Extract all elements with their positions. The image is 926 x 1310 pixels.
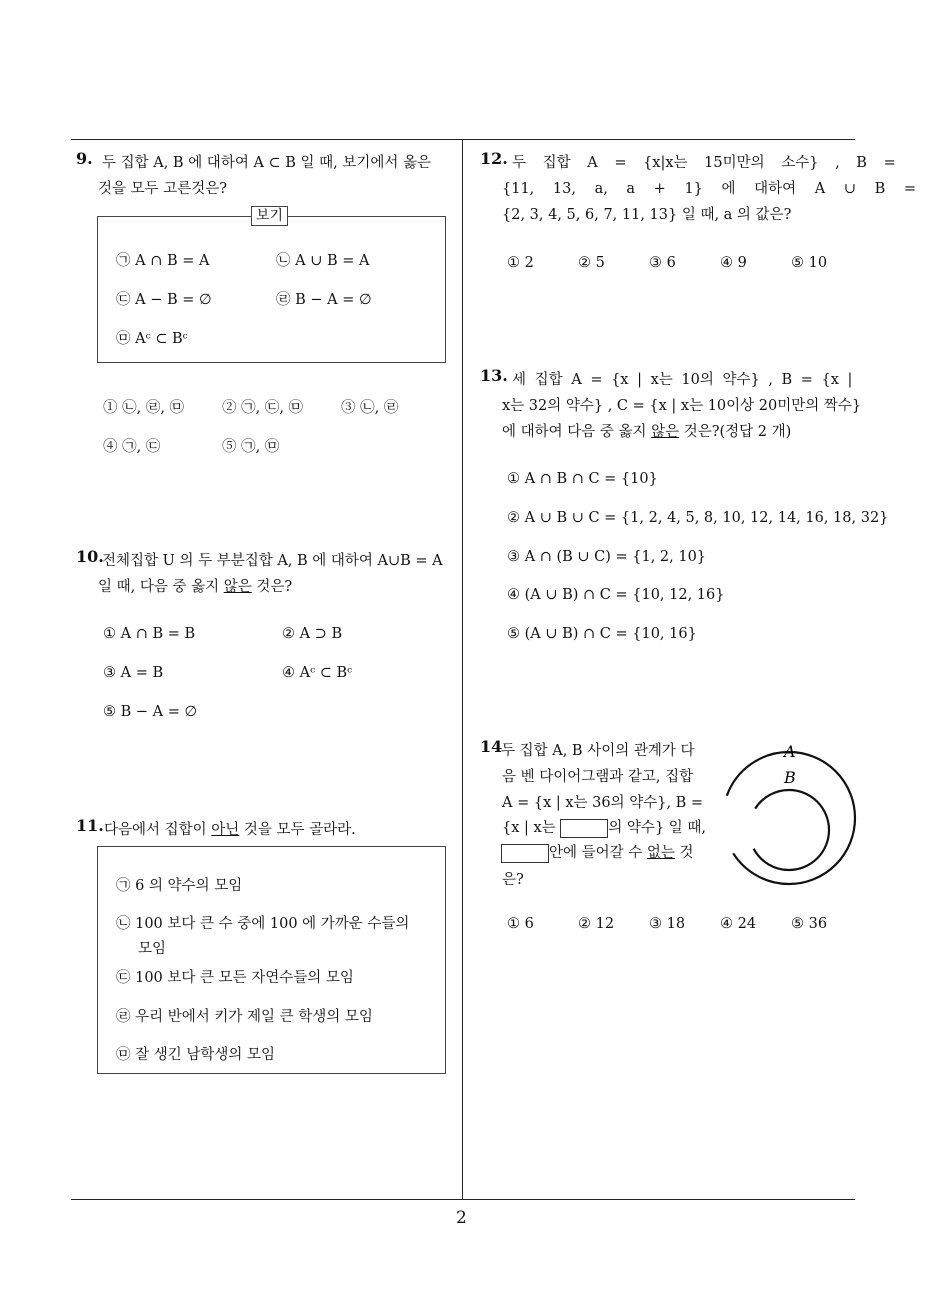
question-text [501, 841, 694, 863]
question-text: 전체집합 U 의 두 부분집합 A, B 에 대하여 A∪B = A [102, 553, 443, 569]
box-item: ㉣ B − A = ∅ [276, 292, 372, 308]
text: 것 [674, 845, 694, 861]
choice[interactable]: ① ㉡, ㉣, ㉤ [103, 400, 185, 416]
underlined-text: 없는 [646, 845, 675, 861]
box-item: ㉠ 6 의 약수의 모임 [116, 878, 243, 894]
choice[interactable]: ④ 9 [720, 255, 747, 271]
choice[interactable]: ⑤ ㉠, ㉤ [222, 439, 280, 455]
answer-blank [560, 819, 608, 838]
question-number: 14 [480, 737, 503, 756]
choice[interactable]: ② A ∪ B ∪ C = {1, 2, 4, 5, 8, 10, 12, 14, 16, 18, 32} [507, 510, 889, 526]
question-text: 두 집합 A, B 사이의 관계가 다 [501, 743, 695, 759]
choice[interactable]: ④ Aᶜ ⊂ Bᶜ [282, 665, 353, 681]
question-text: 음 벤 다이어그램과 같고, 집합 [502, 769, 694, 785]
question-text: 두 집합 A = {x|x는 15미만의 소수} , B = [512, 155, 896, 171]
question-text: 것을 모두 고른것은? [98, 181, 228, 197]
text: 것은? [251, 579, 293, 595]
box-item: ㉠ A ∩ B = A [116, 253, 210, 269]
venn-label-a: A [784, 742, 796, 761]
box-item: ㉢ 100 보다 큰 모든 자연수들의 모임 [116, 970, 354, 986]
question-text [502, 816, 706, 838]
question-text [104, 818, 356, 839]
choice[interactable]: ⑤ 36 [791, 916, 828, 932]
choice[interactable]: ⑤ B − A = ∅ [103, 704, 198, 720]
choice[interactable]: ② A ⊃ B [282, 626, 343, 642]
text: {x | x는 [502, 820, 561, 836]
underlined-text: 않은 [651, 424, 680, 440]
underlined-text: 아닌 [211, 822, 240, 838]
question-text [502, 420, 791, 441]
choice[interactable]: ④ (A ∪ B) ∩ C = {10, 12, 16} [507, 587, 725, 603]
venn-label-b: B [784, 768, 796, 787]
question-text [98, 575, 292, 596]
box-item: ㉡ A ∪ B = A [276, 253, 370, 269]
question-number: 10. [76, 547, 104, 566]
question-text: 은? [502, 872, 524, 888]
page-number: 2 [456, 1208, 467, 1228]
choice[interactable]: ① A ∩ B = B [103, 626, 196, 642]
text: 다음에서 집합이 [104, 822, 212, 838]
box-item: ㉡ 100 보다 큰 수 중에 100 에 가까운 수들의 [116, 916, 410, 932]
question-text: x는 32의 약수} , C = {x | x는 10이상 20미만의 짝수} [502, 398, 862, 414]
question-number: 12. [480, 149, 508, 168]
choice[interactable]: ② 12 [578, 916, 615, 932]
choice[interactable]: ③ 18 [649, 916, 686, 932]
choice[interactable]: ① 2 [507, 255, 534, 271]
choice[interactable]: ① 6 [507, 916, 534, 932]
question-text: {2, 3, 4, 5, 6, 7, 11, 13} 일 때, a 의 값은? [502, 207, 792, 223]
choice[interactable]: ③ A = B [103, 665, 164, 681]
question-number: 11. [76, 816, 104, 835]
text: 에 대하여 다음 중 옳지 [502, 424, 652, 440]
choice[interactable]: ① A ∩ B ∩ C = {10} [507, 471, 658, 487]
text: 의 약수} 일 때, [608, 820, 707, 836]
choice[interactable]: ④ ㉠, ㉢ [103, 439, 161, 455]
text: 것은?(정답 2 개) [679, 424, 792, 440]
bottom-rule [71, 1199, 855, 1200]
text: 안에 들어갈 수 [549, 845, 647, 861]
box-item: 모임 [138, 941, 167, 957]
answer-blank [501, 844, 549, 863]
top-rule [71, 139, 855, 140]
choice[interactable]: ④ 24 [720, 916, 757, 932]
text: 것을 모두 골라라. [239, 822, 356, 838]
box-item: ㉤ 잘 생긴 남학생의 모임 [116, 1047, 275, 1063]
box-item: ㉢ A − B = ∅ [116, 292, 212, 308]
choice[interactable]: ② 5 [578, 255, 605, 271]
question-text: {11, 13, a, a + 1} 에 대하여 A ∪ B = [502, 181, 916, 197]
question-text: 두 집합 A, B 에 대하여 A ⊂ B 일 때, 보기에서 옳은 [102, 155, 432, 171]
choice[interactable]: ③ 6 [649, 255, 676, 271]
venn-circle-b [749, 790, 829, 870]
box-item: ㉣ 우리 반에서 키가 제일 큰 학생의 모임 [116, 1009, 373, 1025]
choice[interactable]: ⑤ (A ∪ B) ∩ C = {10, 16} [507, 626, 697, 642]
choice[interactable]: ② ㉠, ㉢, ㉤ [222, 400, 304, 416]
box-item: ㉤ Aᶜ ⊂ Bᶜ [116, 331, 188, 347]
question-number: 13. [480, 366, 508, 385]
venn-diagram [720, 738, 860, 888]
choice[interactable]: ③ A ∩ (B ∪ C) = {1, 2, 10} [507, 549, 707, 565]
underlined-text: 않은 [223, 579, 252, 595]
column-divider [462, 140, 463, 1200]
choice[interactable]: ⑤ 10 [791, 255, 828, 271]
box-label: 보기 [251, 206, 288, 226]
question-text: 세 집합 A = {x | x는 10의 약수} , B = {x | [512, 372, 853, 388]
question-number: 9. [76, 149, 93, 168]
question-text: A = {x | x는 36의 약수}, B = [502, 795, 704, 811]
choice[interactable]: ③ ㉡, ㉣ [341, 400, 399, 416]
text: 일 때, 다음 중 옳지 [98, 579, 224, 595]
